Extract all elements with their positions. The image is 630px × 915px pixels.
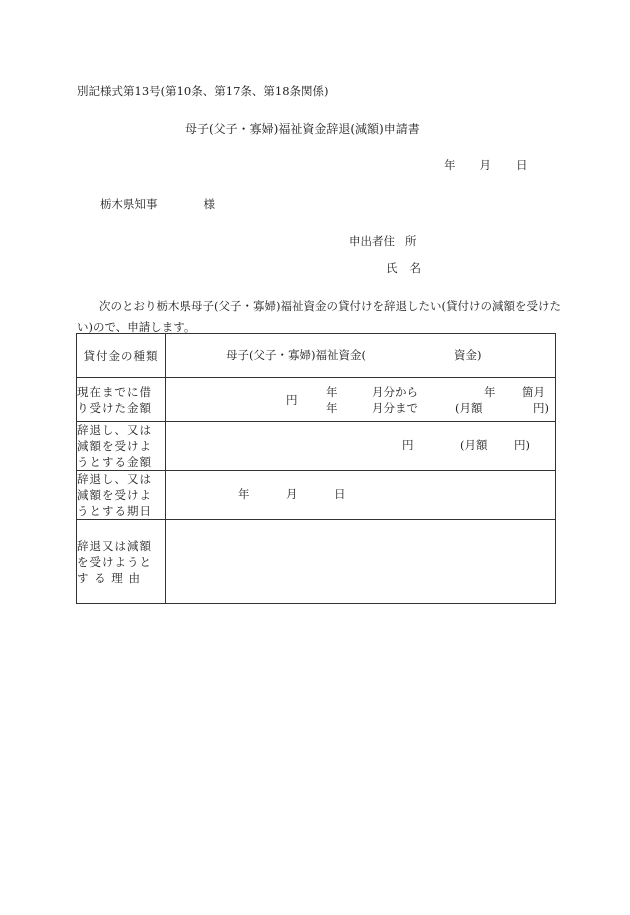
table-row-borrowed-amount bbox=[77, 378, 556, 422]
decline-date-day: 日 bbox=[334, 487, 346, 501]
decline-date-label-line2: 減額を受けよ bbox=[77, 488, 152, 502]
borrowed-monthly-close: 円) bbox=[533, 401, 549, 415]
borrowed-amount-label bbox=[77, 378, 166, 422]
date-line bbox=[444, 160, 528, 172]
table-row-loan-type bbox=[77, 334, 556, 378]
loan-type-field[interactable] bbox=[166, 334, 556, 378]
decline-amount-field[interactable] bbox=[166, 422, 556, 471]
decline-date-field[interactable] bbox=[166, 471, 556, 520]
borrowed-month-from: 月分から bbox=[372, 385, 418, 399]
addressee-honorific: 様 bbox=[203, 197, 215, 211]
reason-field[interactable] bbox=[166, 520, 556, 604]
addressee-name: 栃木県知事 bbox=[100, 197, 158, 211]
borrowed-amount-field[interactable] bbox=[166, 378, 556, 422]
decline-amount-label-line2: 減額を受けよ bbox=[77, 439, 152, 453]
applicant-address-prefix: 申出者住 bbox=[349, 234, 395, 248]
borrowed-year-to: 年 bbox=[326, 401, 338, 415]
decline-date-month: 月 bbox=[286, 487, 298, 501]
applicant-name-label bbox=[386, 263, 421, 275]
date-month: 月 bbox=[479, 158, 491, 172]
loan-type-label: 貸付金の種類 bbox=[77, 334, 166, 378]
decline-amount-label-line3: うとする金額 bbox=[77, 455, 152, 469]
addressee bbox=[100, 199, 215, 211]
borrowed-month-to: 月分まで bbox=[372, 401, 418, 415]
borrowed-yen: 円 bbox=[286, 393, 298, 407]
borrowed-amount-label-line2: り受けた金額 bbox=[77, 400, 152, 415]
decline-monthly-open: (月額 bbox=[460, 438, 488, 452]
table-row-decline-amount bbox=[77, 422, 556, 471]
decline-date-label-line1: 辞退し、又は bbox=[77, 472, 152, 486]
table-row-reason bbox=[77, 520, 556, 604]
applicant-name-right: 名 bbox=[409, 261, 421, 275]
decline-amount-label bbox=[77, 422, 166, 471]
reason-label-line3: す る 理 由 bbox=[77, 570, 141, 585]
decline-yen: 円 bbox=[402, 438, 414, 452]
date-year: 年 bbox=[444, 158, 456, 172]
application-table bbox=[76, 333, 556, 604]
decline-date-label bbox=[77, 471, 166, 520]
reason-label bbox=[77, 520, 166, 604]
table-row-decline-date bbox=[77, 471, 556, 520]
date-day: 日 bbox=[516, 158, 528, 172]
decline-monthly-close: 円) bbox=[514, 438, 530, 452]
decline-date-label-line3: うとする期日 bbox=[77, 504, 152, 518]
reason-label-line2: を受けようと bbox=[77, 554, 152, 569]
borrowed-year-from: 年 bbox=[326, 385, 338, 399]
borrowed-year-count: 年 bbox=[484, 385, 496, 399]
borrowed-amount-label-line1: 現在までに借 bbox=[77, 384, 152, 399]
decline-amount-label-line1: 辞退し、又は bbox=[77, 423, 152, 437]
loan-type-prefix: 母子(父子・寡婦)福祉資金( bbox=[226, 348, 366, 362]
form-number: 別記様式第13号(第10条、第17条、第18条関係) bbox=[77, 84, 329, 98]
decline-date-year: 年 bbox=[238, 487, 250, 501]
document-title: 母子(父子・寡婦)福祉資金辞退(減額)申請書 bbox=[185, 122, 420, 136]
applicant-address-label bbox=[349, 236, 417, 248]
intro-text: 次のとおり栃木県母子(父子・寡婦)福祉資金の貸付けを辞退したい(貸付けの減額を受けたい)ので、申請します。 bbox=[77, 299, 561, 334]
borrowed-monthly-open: (月額 bbox=[455, 401, 483, 415]
applicant-name-left: 氏 bbox=[386, 261, 398, 275]
loan-type-suffix: 資金) bbox=[454, 348, 482, 362]
borrowed-months: 箇月 bbox=[522, 385, 545, 399]
applicant-address-suffix: 所 bbox=[405, 234, 417, 248]
reason-label-line1: 辞退又は減額 bbox=[77, 538, 152, 553]
